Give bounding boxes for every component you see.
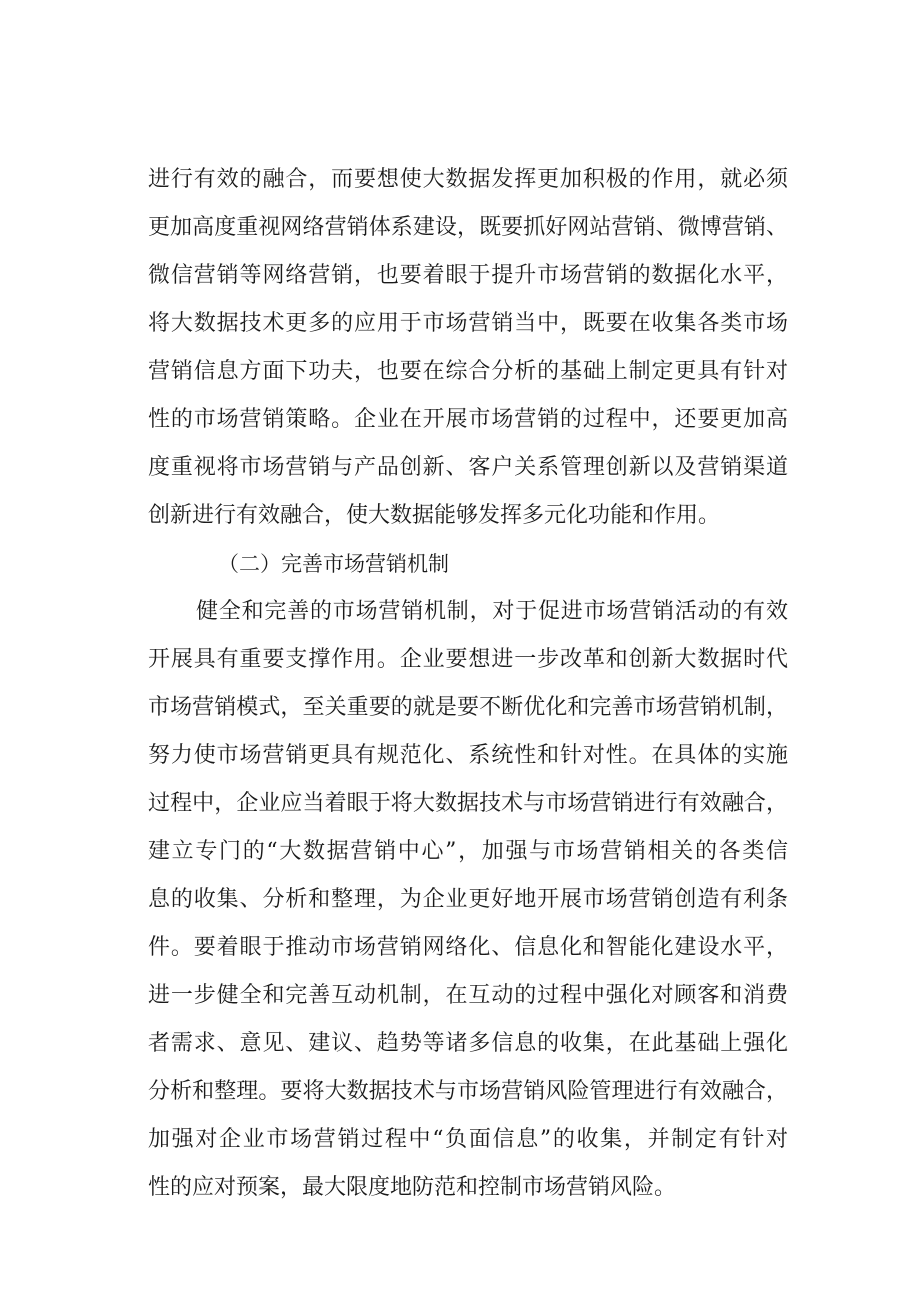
paragraph2-line-10: 者需求、意见、建议、趋势等诸多信息的收集，在此基础上强化 xyxy=(148,1031,788,1056)
paragraph2-line-11: 分析和整理。要将大数据技术与市场营销风险管理进行有效融合， xyxy=(148,1079,788,1104)
paragraph2-line-9: 进一步健全和完善互动机制，在互动的过程中强化对顾客和消费 xyxy=(148,983,788,1008)
paragraph2-line-5: 过程中，企业应当着眼于将大数据技术与市场营销进行有效融合， xyxy=(148,791,788,816)
paragraph1-line-3: 微信营销等网络营销，也要着眼于提升市场营销的数据化水平， xyxy=(148,263,788,288)
section-heading: （二）完善市场营销机制 xyxy=(218,552,449,576)
paragraph1-line-7: 度重视将市场营销与产品创新、客户关系管理创新以及营销渠道 xyxy=(148,455,788,480)
paragraph1-line-8: 创新进行有效融合，使大数据能够发挥多元化功能和作用。 xyxy=(148,503,721,528)
paragraph2-line-3: 市场营销模式，至关重要的就是要不断优化和完善市场营销机制， xyxy=(148,695,788,720)
paragraph2-line-1: 健全和完善的市场营销机制，对于促进市场营销活动的有效 xyxy=(196,599,788,624)
paragraph2-line-12: 加强对企业市场营销过程中“负面信息”的收集，并制定有针对 xyxy=(148,1127,788,1152)
paragraph1-line-1: 进行有效的融合，而要想使大数据发挥更加积极的作用，就必须 xyxy=(148,167,788,192)
paragraph2-line-4: 努力使市场营销更具有规范化、系统性和针对性。在具体的实施 xyxy=(148,743,788,768)
paragraph1-line-2: 更加高度重视网络营销体系建设，既要抓好网站营销、微博营销、 xyxy=(148,215,788,240)
paragraph2-line-6: 建立专门的“大数据营销中心”，加强与市场营销相关的各类信 xyxy=(148,839,788,864)
paragraph1-line-5: 营销信息方面下功夫，也要在综合分析的基础上制定更具有针对 xyxy=(148,359,788,384)
paragraph2-line-2: 开展具有重要支撑作用。企业要想进一步改革和创新大数据时代 xyxy=(148,647,788,672)
paragraph2-line-8: 件。要着眼于推动市场营销网络化、信息化和智能化建设水平， xyxy=(148,935,788,960)
paragraph2-line-13: 性的应对预案，最大限度地防范和控制市场营销风险。 xyxy=(148,1175,677,1200)
paragraph1-line-6: 性的市场营销策略。企业在开展市场营销的过程中，还要更加高 xyxy=(148,407,788,432)
paragraph2-line-7: 息的收集、分析和整理，为企业更好地开展市场营销创造有利条 xyxy=(148,887,788,912)
paragraph1-line-4: 将大数据技术更多的应用于市场营销当中，既要在收集各类市场 xyxy=(148,311,788,336)
